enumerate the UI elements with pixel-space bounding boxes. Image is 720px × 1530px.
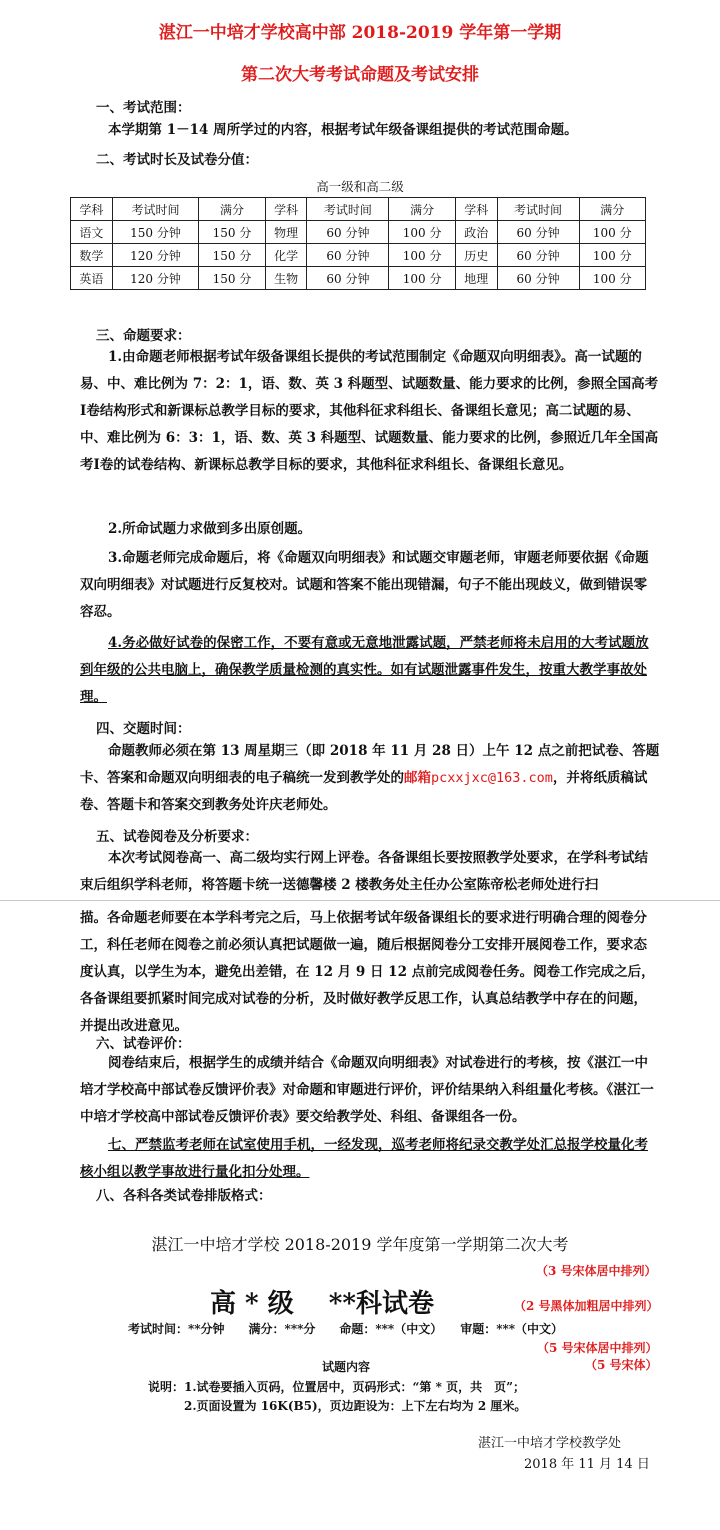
section-heading-submission: 四、交题时间： — [96, 721, 191, 737]
table-header-cell: 学科 — [265, 198, 307, 221]
section-text-evaluation: 阅卷结束后，根据学生的成绩并结合《命题双向明细表》对试卷进行的考核，按《湛江一中培才学校高中部试卷反馈评价表》对命题和审题进行评价，评价结果纳入科组量化考核。《湛江一中培才学校高中部试卷反馈评价表》要交给教学处、科组、备课组各一份。 — [80, 1055, 654, 1125]
note-big-title-format: （2 号黑体加粗居中排列） — [514, 1299, 659, 1313]
table-cell: 60 分钟 — [307, 244, 389, 267]
section-heading-requirements: 三、命题要求： — [96, 328, 191, 344]
sample-content-label: 试题内容 — [322, 1360, 371, 1374]
table-cell: 100 分 — [579, 267, 645, 290]
sample-big-title: 高 * 级 **科试卷 — [210, 1289, 434, 1319]
table-cell: 地理 — [455, 267, 497, 290]
requirement-item-3: 3.命题老师完成命题后，将《命题双向明细表》和试题交审题老师，审题老师要依据《命题双向明细表》对试题进行反复校对。试题和答案不能出现错漏，句子不能出现歧义，做到错误零容忍。 — [80, 550, 649, 620]
section-heading-grading: 五、试卷阅卷及分析要求： — [96, 829, 258, 845]
section-heading-format: 八、各科各类试卷排版格式： — [96, 1188, 272, 1204]
table-cell: 60 分钟 — [307, 267, 389, 290]
email-label: 邮箱 — [404, 770, 431, 786]
section-heading-evaluation: 六、试卷评价： — [96, 1036, 191, 1052]
table-cell: 150 分 — [199, 267, 265, 290]
table-cell: 100 分 — [389, 244, 455, 267]
table-cell: 语文 — [71, 221, 113, 244]
table-header-row — [71, 198, 646, 221]
table-cell: 历史 — [455, 244, 497, 267]
signature-date: 2018 年 11 月 14 日 — [524, 1457, 650, 1472]
table-cell: 100 分 — [579, 221, 645, 244]
table-header-cell: 学科 — [455, 198, 497, 221]
table-header-cell: 考试时间 — [307, 198, 389, 221]
table-header-cell: 满分 — [579, 198, 645, 221]
requirement-item-4: 4.务必做好试卷的保密工作，不要有意或无意地泄露试题，严禁老师将未启用的大考试题放到年级的公共电脑上，确保教学质量检测的真实性。如有试题泄露事件发生，按重大教学事故处理。 — [80, 635, 649, 705]
table-cell: 60 分钟 — [497, 221, 579, 244]
section-text-grading-top: 本次考试阅卷高一、高二级均实行网上评卷。各备课组长要按照教学处要求，在学科考试结束后组织学科老师，将答题卡统一送德馨楼 2 楼教务处主任办公室陈帝松老师处进行扫 — [80, 850, 648, 893]
table-caption: 高一级和高二级 — [316, 179, 404, 194]
table-row — [71, 221, 646, 244]
table-cell: 100 分 — [389, 267, 455, 290]
table-cell: 英语 — [71, 267, 113, 290]
table-header-cell: 考试时间 — [497, 198, 579, 221]
section-heading-duration: 二、考试时长及试卷分值： — [96, 152, 258, 168]
table-cell: 100 分 — [389, 221, 455, 244]
table-cell: 60 分钟 — [307, 221, 389, 244]
section-text-phone-ban: 七、严禁监考老师在试室使用手机，一经发现，巡考老师将纪录交教学处汇总报学校量化考核小组以教学事故进行量化扣分处理。 — [80, 1137, 648, 1180]
table-cell: 数学 — [71, 244, 113, 267]
sample-exam-title: 湛江一中培才学校 2018-2019 学年度第一学期第二次大考 — [151, 1235, 569, 1254]
table-cell: 150 分钟 — [112, 221, 198, 244]
sample-info-line: 考试时间：**分钟 满分：***分 命题：***（中文） 审题：***（中文） — [128, 1322, 564, 1336]
signature-org: 湛江一中培才学校教学处 — [478, 1436, 622, 1451]
document-title-line1: 湛江一中培才学校高中部 2018-2019 学年第一学期 — [158, 23, 562, 43]
table-row — [71, 267, 646, 290]
table-header-cell: 满分 — [199, 198, 265, 221]
exam-schedule-table — [70, 197, 646, 290]
document-title-line2: 第二次大考考试命题及考试安排 — [241, 65, 479, 85]
table-header-cell: 学科 — [71, 198, 113, 221]
table-cell: 120 分钟 — [112, 267, 198, 290]
submission-text-after: ，并将纸质稿试卷、答题卡和答案交到教务处许庆老师处。 — [80, 770, 648, 813]
table-cell: 化学 — [265, 244, 307, 267]
note-title-format: （3 号宋体居中排列） — [536, 1264, 657, 1278]
table-header-cell: 满分 — [389, 198, 455, 221]
table-header-cell: 考试时间 — [112, 198, 198, 221]
table-cell: 60 分钟 — [497, 244, 579, 267]
requirement-item-1: 1.由命题老师根据考试年级备课组长提供的考试范围制定《命题双向明细表》。高一试题的易、中、难比例为 7：2：1，语、数、英 3 科题型、试题数量、能力要求的比例，参照全国高考Ⅰ卷结构形式和新课标总教学目标的要求，其他科征求科组长、备课组长意见；高二试题的易、中、难比例为 6：3：1，语、数、英 3 科题型、试题数量、能力要求的比例，参照近几年全国高考Ⅰ卷的试卷结构、新课标总教学目标的要求，其他科征求科组长、备课组长意见。 — [80, 349, 659, 473]
table-cell: 100 分 — [579, 244, 645, 267]
note-info-format: （5 号宋体居中排列） — [537, 1341, 658, 1355]
table-cell: 150 分 — [199, 244, 265, 267]
table-cell: 150 分 — [199, 221, 265, 244]
email-address-link[interactable]: pcxxjxc@163.com — [431, 770, 553, 786]
table-cell: 生物 — [265, 267, 307, 290]
requirement-item-2: 2.所命试题力求做到多出原创题。 — [108, 521, 312, 537]
section-text-grading-bottom: 描。各命题老师要在本学科考完之后，马上依据考试年级备课组长的要求进行明确合理的阅卷分工，科任老师在阅卷之前必须认真把试题做一遍，随后根据阅卷分工安排开展阅卷工作，要求态度认真，以学生为本，避免出差错，在 12 月 9 日 12 点前完成阅卷任务。阅卷工作完成之后，各备课组要抓紧时间完成对试卷的分析，及时做好教学反思工作，认真总结教学中存在的问题，并提出改进意见。 — [80, 910, 655, 1034]
table-cell: 120 分钟 — [112, 244, 198, 267]
section-text-scope: 本学期第 1－14 周所学过的内容，根据考试年级备课组提供的考试范围命题。 — [108, 122, 578, 138]
table-cell: 物理 — [265, 221, 307, 244]
note-content-format: （5 号宋体） — [585, 1358, 658, 1372]
table-cell: 政治 — [455, 221, 497, 244]
section-heading-scope: 一、考试范围： — [96, 100, 191, 116]
sample-description-2: 2.页面设置为 16K(B5)，页边距设为：上下左右均为 2 厘米。 — [184, 1399, 527, 1413]
submission-text-before: 命题教师必须在第 13 周星期三（即 2018 年 11 月 28 日）上午 12 点之前把试卷、答题卡、答案和命题双向明细表的电子稿统一发到教学处的 — [80, 743, 660, 786]
sample-description-1: 说明：1.试卷要插入页码，位置居中，页码形式：“第 * 页，共 页”； — [148, 1380, 525, 1394]
section-text-submission — [80, 738, 660, 819]
table-row — [71, 244, 646, 267]
table-cell: 60 分钟 — [497, 267, 579, 290]
page-divider — [0, 900, 720, 901]
